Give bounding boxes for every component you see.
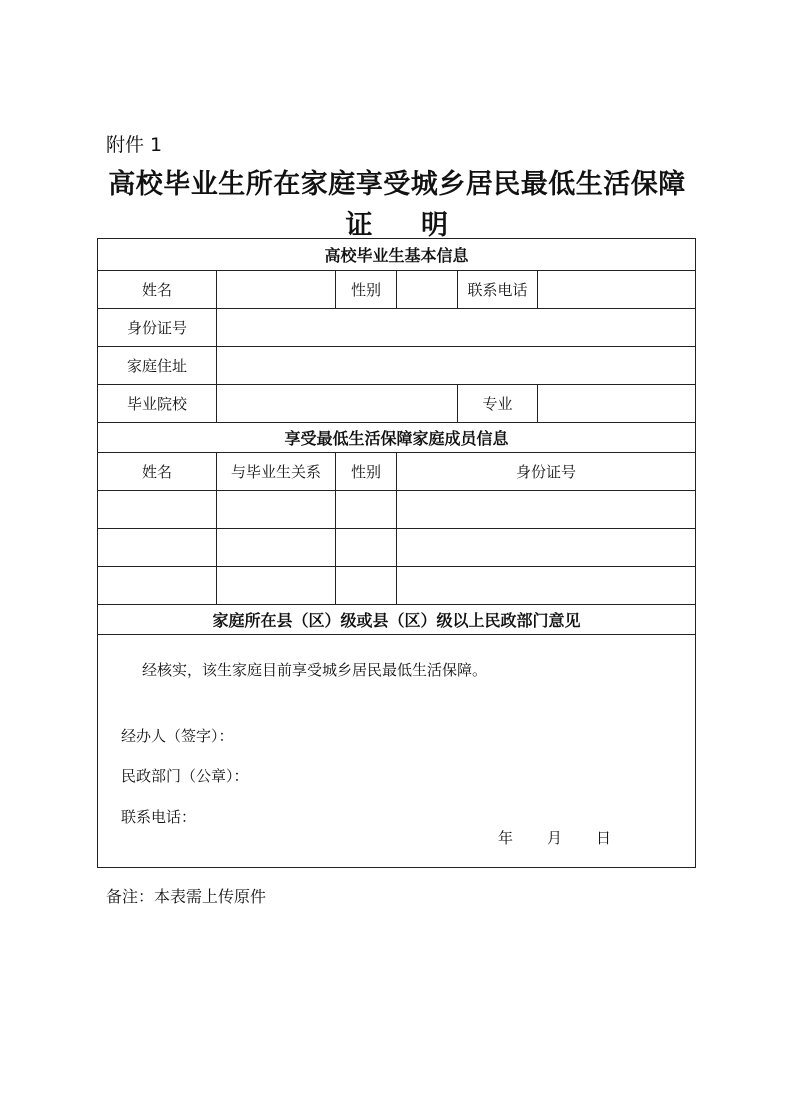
member-name-header: 姓名 — [98, 453, 217, 491]
civil-affairs-opinion-box — [98, 635, 696, 868]
gender-field[interactable] — [397, 271, 458, 309]
section-basic-info-heading: 高校毕业生基本信息 — [98, 239, 696, 271]
table-row — [98, 529, 696, 567]
section-civil-affairs-opinion-heading: 家庭所在县（区）级或县（区）级以上民政部门意见 — [98, 605, 696, 635]
id-number-label: 身份证号 — [98, 309, 217, 347]
member-gender-cell[interactable] — [336, 567, 397, 605]
year-label: 年 — [498, 829, 514, 847]
major-field[interactable] — [538, 385, 696, 423]
month-label: 月 — [547, 829, 563, 847]
member-id-cell[interactable] — [397, 529, 696, 567]
member-gender-cell[interactable] — [336, 529, 397, 567]
section-family-members-heading: 享受最低生活保障家庭成员信息 — [98, 423, 696, 453]
document-subtitle — [98, 203, 696, 242]
handler-signature-label: 经办人（签字）： — [121, 727, 234, 745]
gender-label: 性别 — [336, 271, 397, 309]
graduate-school-label: 毕业院校 — [98, 385, 217, 423]
name-label: 姓名 — [98, 271, 217, 309]
graduate-school-field[interactable] — [217, 385, 458, 423]
department-seal-label: 民政部门（公章）： — [121, 767, 249, 785]
member-name-cell[interactable] — [98, 567, 217, 605]
id-number-field[interactable] — [217, 309, 696, 347]
subtitle-char-2: 明 — [421, 210, 449, 241]
table-row — [98, 567, 696, 605]
name-field[interactable] — [217, 271, 336, 309]
attachment-label: 附件 1 — [106, 134, 163, 156]
member-id-cell[interactable] — [397, 567, 696, 605]
table-row — [98, 491, 696, 529]
document-title: 高校毕业生所在家庭享受城乡居民最低生活保障 — [108, 169, 686, 200]
day-label: 日 — [596, 829, 612, 847]
member-id-cell[interactable] — [397, 491, 696, 529]
member-relation-cell[interactable] — [217, 529, 336, 567]
member-gender-header: 性别 — [336, 453, 397, 491]
member-name-cell[interactable] — [98, 529, 217, 567]
contact-phone-label: 联系电话： — [121, 808, 197, 826]
phone-label: 联系电话 — [458, 271, 538, 309]
home-address-label: 家庭住址 — [98, 347, 217, 385]
major-label: 专业 — [458, 385, 538, 423]
date-line — [498, 827, 611, 848]
member-name-cell[interactable] — [98, 491, 217, 529]
footer-note: 备注：本表需上传原件 — [106, 887, 267, 906]
member-relation-cell[interactable] — [217, 567, 336, 605]
subtitle-char-1: 证 — [345, 210, 373, 241]
member-gender-cell[interactable] — [336, 491, 397, 529]
member-relation-cell[interactable] — [217, 491, 336, 529]
certificate-form — [97, 238, 696, 868]
verification-statement: 经核实，该生家庭目前享受城乡居民最低生活保障。 — [142, 661, 488, 679]
home-address-field[interactable] — [217, 347, 696, 385]
member-relation-header: 与毕业生关系 — [217, 453, 336, 491]
phone-field[interactable] — [538, 271, 696, 309]
member-id-header: 身份证号 — [397, 453, 696, 491]
